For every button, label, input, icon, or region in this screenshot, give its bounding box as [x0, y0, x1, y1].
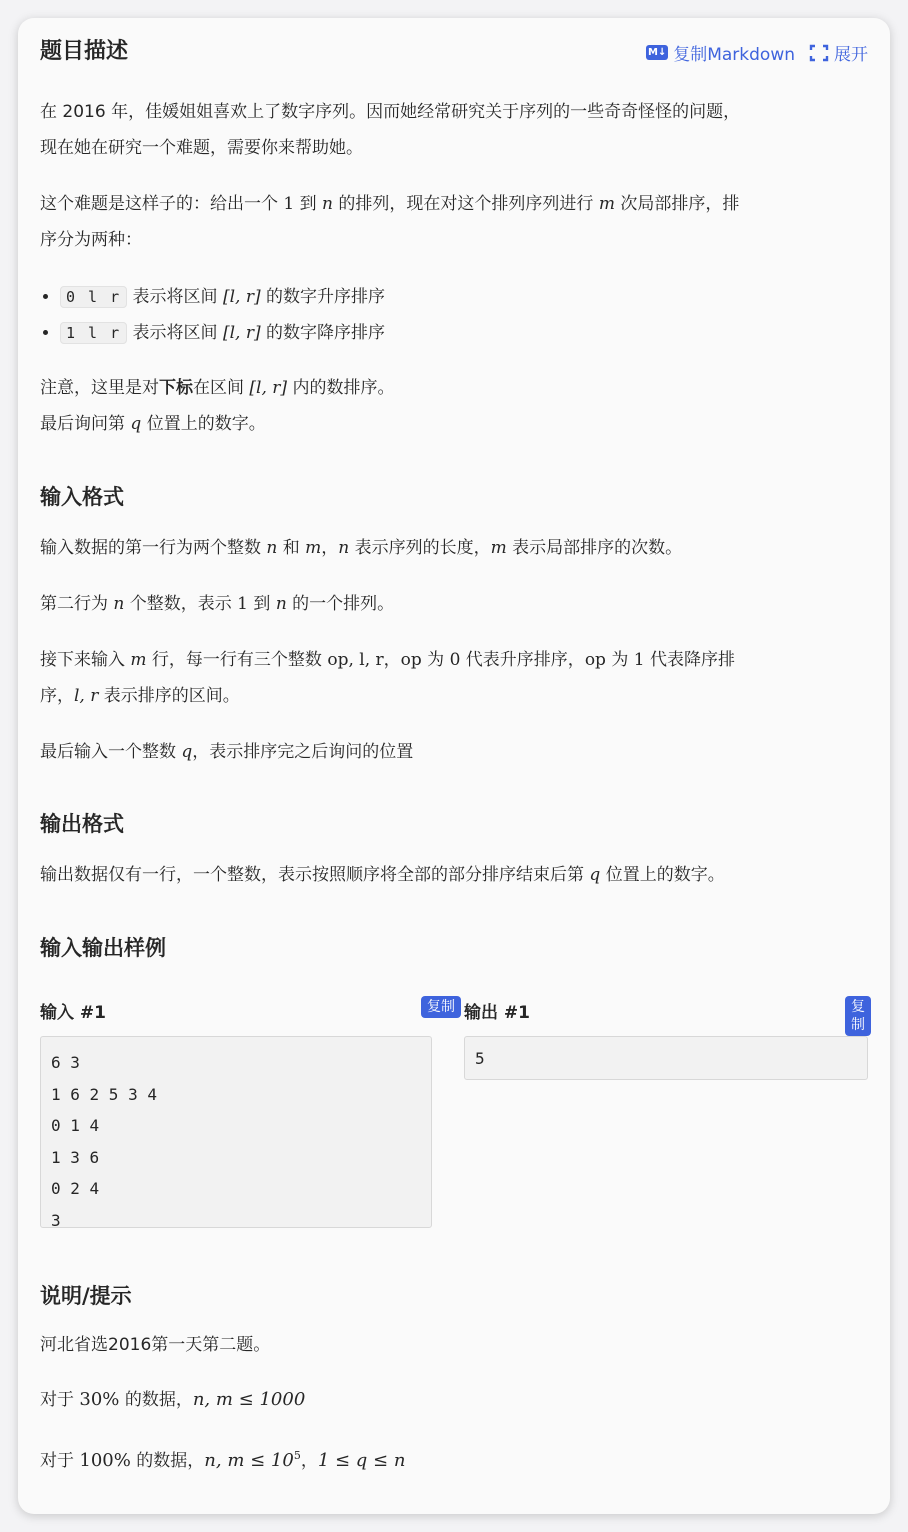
list-item: • 1 l r 表示将区间 [l, r] 的数字降序排序	[60, 315, 385, 351]
sample-output-label: 输出 #1	[464, 1003, 530, 1023]
hint-paragraph-2: 对于 30% 的数据，n, m ≤ 1000	[40, 1389, 306, 1410]
code-line: 1 3 6	[51, 1147, 100, 1167]
code-line: 1 6 2 5 3 4	[51, 1084, 157, 1104]
code-line: 5	[475, 1049, 485, 1068]
hint-paragraph-3: 对于 100% 的数据，n, $m \le 10^5$，1 ≤ q ≤ n	[40, 1449, 406, 1471]
code-line: 6 3	[51, 1053, 80, 1072]
copy-markdown-label: 复制Markdown	[673, 45, 795, 65]
copy-output-button[interactable]: 复制	[845, 996, 871, 1036]
sample-input-box[interactable]	[40, 1036, 432, 1228]
code-line: 0 1 4	[51, 1116, 100, 1135]
expand-icon	[809, 44, 829, 62]
markdown-icon: M↓	[648, 47, 667, 58]
sample-output-box[interactable]	[464, 1036, 868, 1080]
description-paragraph-1: 在 2016 年，佳媛姐姐喜欢上了数字序列。因而她经常研究关于序列的一些奇奇怪怪的问题， 现在她在研究一个难题，需要你来帮助她。	[40, 102, 741, 158]
sample-output-lines	[475, 1043, 867, 1075]
copy-input-button[interactable]: 复制	[421, 996, 461, 1018]
output-format-title: 输出格式	[40, 812, 124, 836]
input-format-paragraph-3: 接下来输入 m 行，每一行有三个整数 op, l, r，op 为 0 代表升序排序，op 为 1 代表降序排 序，l, r 表示排序的区间。	[40, 650, 735, 706]
samples-title: 输入输出样例	[40, 936, 166, 960]
description-paragraph-2: 这个难题是这样子的：给出一个 1 到 n 的排列，现在对这个排列序列进行 m 次局部排序，排 序分为两种：	[40, 194, 740, 250]
sort-type-list	[40, 279, 385, 351]
list-item: • 0 l r 表示将区间 [l, r] 的数字升序排序	[60, 279, 385, 315]
copy-markdown-button[interactable]	[646, 40, 795, 65]
code-line: 0 2 4	[51, 1179, 100, 1198]
input-format-paragraph-2: 第二行为 n 个整数，表示 1 到 n 的一个排列。	[40, 594, 395, 614]
output-format-paragraph: 输出数据仅有一行，一个整数，表示按照顺序将全部的部分排序结束后第 q 位置上的数字。	[40, 865, 725, 885]
toolbar	[646, 40, 868, 65]
sample-input-label: 输入 #1	[40, 1003, 106, 1023]
expand-label: 展开	[834, 45, 868, 65]
expand-button[interactable]	[809, 40, 868, 65]
input-format-paragraph-1: 输入数据的第一行为两个整数 n 和 m，n 表示序列的长度，m 表示局部排序的次数。	[40, 538, 683, 558]
hint-paragraph-1: 河北省选2016第一天第二题。	[40, 1335, 271, 1355]
page-title: 题目描述	[40, 39, 129, 64]
description-note: 注意，这里是对下标在区间 [l, r] 内的数排序。 最后询问第 q 位置上的数字。	[40, 378, 395, 434]
code-line: 3	[51, 1210, 61, 1230]
hint-title: 说明/提示	[40, 1284, 132, 1308]
sample-input-lines	[51, 1047, 431, 1236]
problem-card	[18, 18, 890, 1514]
input-format-paragraph-4: 最后输入一个整数 q，表示排序完之后询问的位置	[40, 742, 414, 762]
input-format-title: 输入格式	[40, 485, 124, 509]
